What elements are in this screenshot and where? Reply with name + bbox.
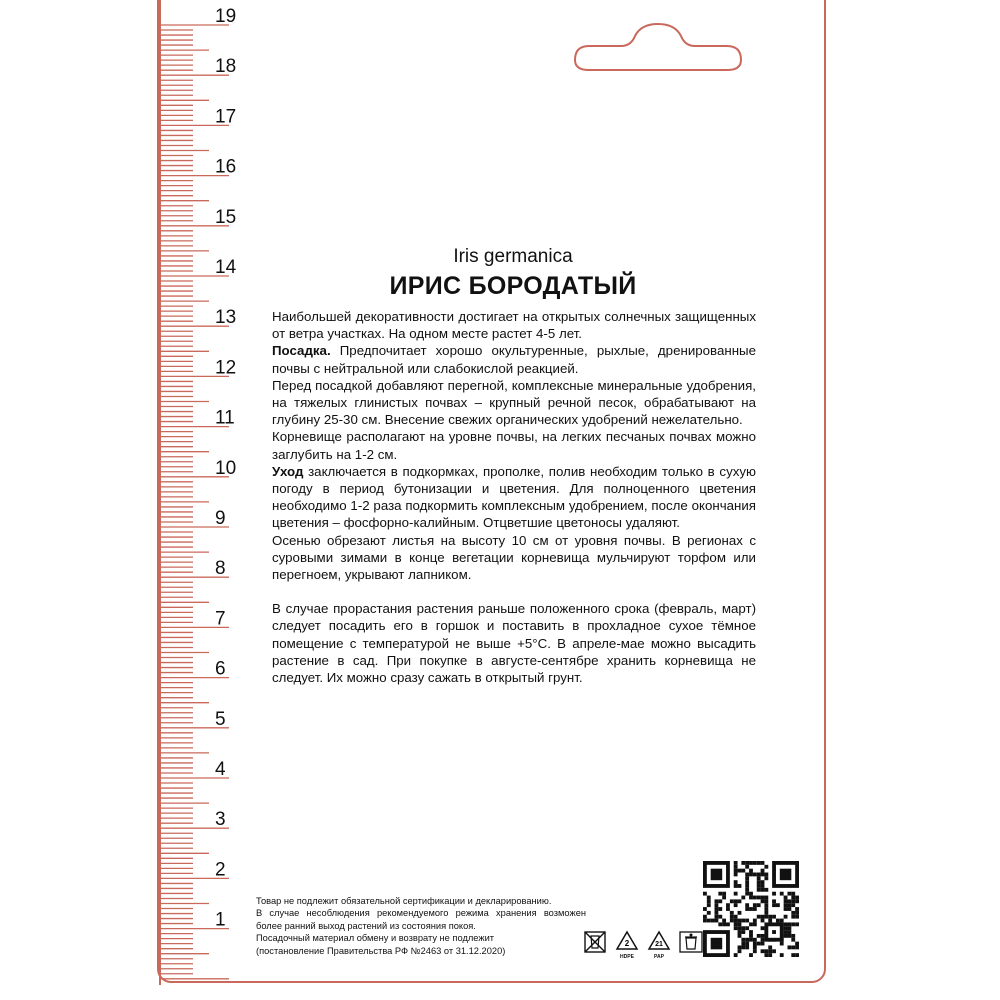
ruler-label: 1 (215, 909, 226, 931)
eco-icons (582, 930, 704, 960)
centimeter-ruler (159, 0, 249, 985)
ruler-label: 17 (215, 106, 237, 128)
trash-bin-icon (678, 930, 704, 960)
recycle-code: 21 (655, 941, 663, 948)
legal-line-1: Товар не подлежит обязательной сертификации и декларированию. (256, 896, 552, 906)
ruler-label: 8 (215, 558, 226, 580)
care-label: Уход (272, 463, 304, 479)
recycle-hdpe-icon (614, 930, 640, 960)
rhizome-paragraph: Корневище располагают на уровне почвы, на легких песчаных почвах можно заглубить на 1-2 см. (272, 429, 756, 462)
planting-paragraph (272, 342, 756, 376)
ruler-label: 11 (215, 407, 235, 429)
early-growth-paragraph: В случае прорастания растения раньше положенного срока (февраль, март) следует посадить его в горшок и поставить в прохладное сухое тёмное помещение с температурой не выше +5°С. В апреле-мае можно высадить растение в сад. При покупке в августе-сентябре хранить корневища не следует. Их можно сразу сажать в открытый грунт. (272, 601, 756, 686)
ruler-label: 16 (215, 156, 237, 178)
ruler-label: 12 (215, 357, 237, 379)
ruler-label: 19 (215, 6, 237, 27)
ruler-label: 9 (215, 508, 226, 529)
title-block (270, 246, 756, 301)
ruler-label: 5 (215, 708, 226, 730)
care-text: заключается в подкормках, прополке, полив необходим только в сухую погоду в период бутонизации и цветения. Для полноценного цветения необходимо 1-2 раза подкормить комплексным удобрением, после окончания цветения – фосфорно-калийным. Отцветшие цветоносы удаляют. (272, 463, 756, 531)
ruler-label: 15 (215, 206, 237, 228)
ruler-label: 3 (215, 809, 226, 831)
care-paragraph (272, 463, 756, 532)
recycle-paper-icon (646, 930, 672, 960)
description-text (272, 308, 756, 686)
ruler-label: 6 (215, 658, 226, 680)
legal-notice (256, 895, 586, 957)
autumn-paragraph: Осенью обрезают листья на высоту 10 см от уровня почвы. В регионах с суровыми зимами в конце вегетации корневища мульчируют торфом или перегноем, укрывают лапником. (272, 532, 756, 583)
legal-line-3: Посадочный материал обмену и возврату не подлежит (256, 933, 495, 944)
fertilizer-paragraph: Перед посадкой добавляют перегной, комплексные минеральные удобрения, на тяжелых глинистых почвах – крупный речной песок, обрабатывают на глубину 25-30 см. Внесение свежих органических удобрений нежелательно. (272, 377, 756, 428)
ruler-label: 7 (215, 608, 226, 630)
ruler-label: 2 (215, 859, 226, 881)
product-title: ИРИС БОРОДАТЫЙ (389, 272, 637, 300)
ruler-label: 14 (215, 257, 237, 278)
legal-line-2: В случае несоблюдения рекомендуемого режима хранения возможен более ранний выход растений из состояния покоя. (256, 908, 586, 931)
recycle-label: PAP (654, 954, 664, 960)
latin-name: Iris germanica (453, 246, 573, 267)
recycle-label: HDPE (620, 954, 634, 960)
intro-paragraph: Наибольшей декоративности достигает на открытых солнечных защищенных от ветра участках. На одном месте растет 4-5 лет. (272, 309, 756, 342)
ruler-label: 18 (215, 56, 237, 78)
qr-code-icon (703, 861, 799, 957)
hang-hole-icon (573, 22, 743, 82)
ruler-label: 4 (215, 759, 226, 780)
legal-line-4: (постановление Правительства РФ №2463 от 31.12.2020) (256, 945, 506, 956)
ruler-label: 13 (215, 307, 237, 329)
planting-label: Посадка. (272, 343, 331, 359)
ruler-label: 10 (215, 457, 237, 479)
recycle-code: 2 (624, 939, 630, 948)
planting-text: Предпочитает хорошо окультуренные, рыхлые, дренированные почвы с нейтральной или слабокислой реакцией. (272, 343, 756, 376)
no-glass-recycle-icon (582, 930, 608, 960)
